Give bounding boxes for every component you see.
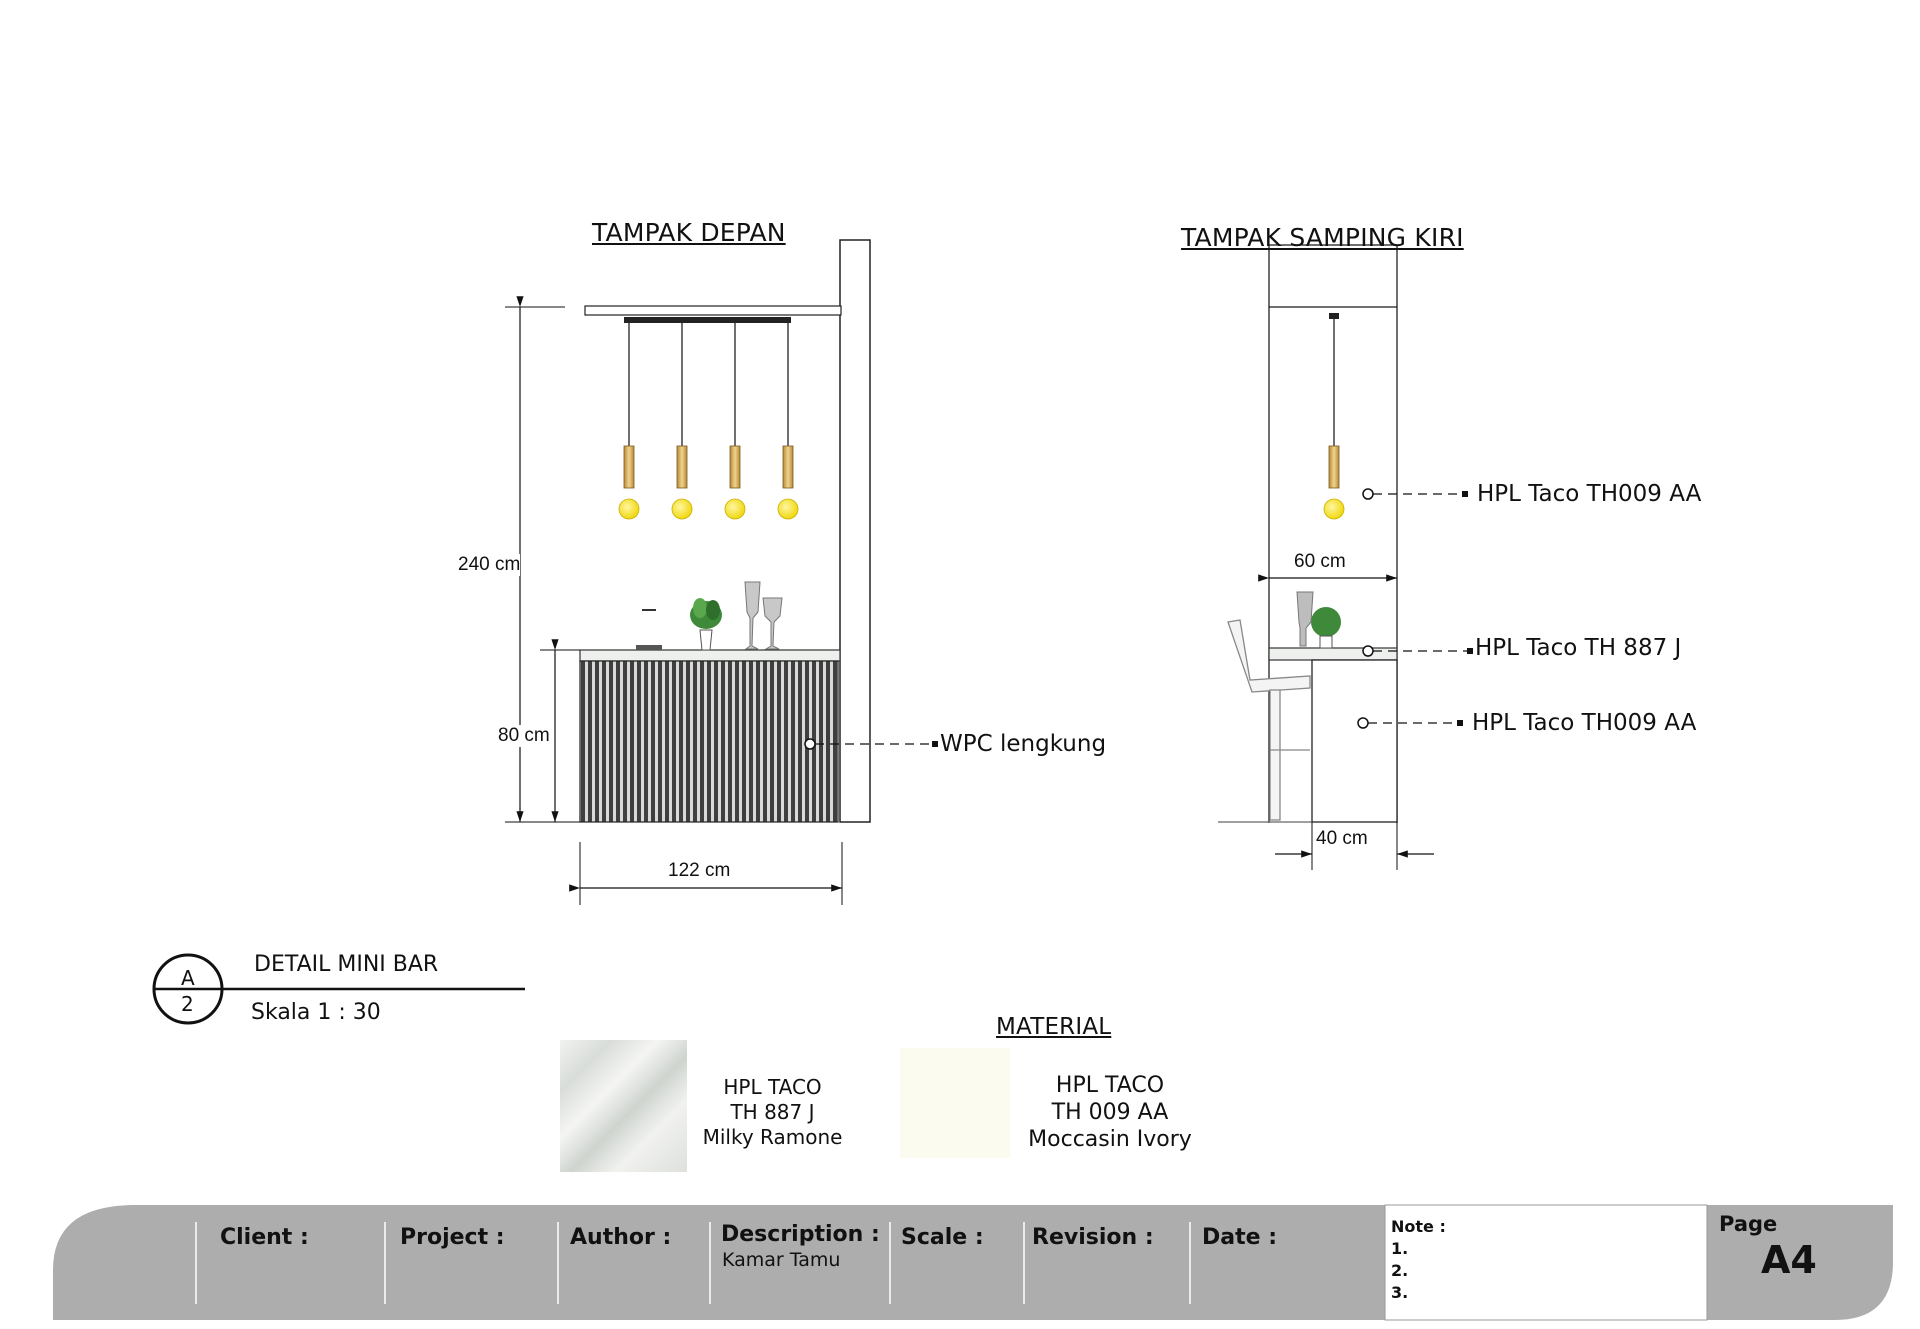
date-label: Date : (1202, 1225, 1278, 1250)
callout-hpl-3: HPL Taco TH009 AA (1472, 710, 1697, 736)
detail-tag-code-top: A (181, 966, 195, 990)
dim-depth-base: 40 cm (1316, 828, 1368, 849)
potted-plant (690, 598, 722, 650)
author-label: Author : (570, 1225, 672, 1250)
front-view-title: TAMPAK DEPAN (592, 218, 786, 247)
description-label: Description : (721, 1222, 880, 1247)
client-label: Client : (220, 1225, 309, 1250)
material-heading: MATERIAL (996, 1014, 1112, 1040)
pendant-lamp (619, 322, 639, 519)
callout-hpl-2: HPL Taco TH 887 J (1475, 635, 1682, 661)
note-item-1: 1. (1391, 1239, 1409, 1258)
note-section (1391, 1216, 1446, 1304)
material-item-1-line3: Milky Ramone (702, 1125, 843, 1149)
material-swatch-moccasin-ivory (900, 1048, 1010, 1158)
dim-height-total: 240 cm (458, 554, 521, 575)
material-item-1 (690, 1075, 855, 1150)
dim-width: 122 cm (668, 860, 731, 881)
note-label: Note : (1391, 1217, 1446, 1236)
ceiling-beam (585, 306, 841, 315)
detail-title: DETAIL MINI BAR (254, 952, 439, 977)
dim-height-counter: 80 cm (498, 725, 550, 746)
material-item-2 (1010, 1072, 1210, 1153)
counter-top (580, 650, 840, 661)
front-wall (840, 240, 870, 822)
pendant-lamp (778, 322, 798, 519)
wine-glasses (745, 582, 782, 649)
material-item-1-line1: HPL TACO (723, 1075, 822, 1099)
dim-depth-top: 60 cm (1294, 551, 1346, 572)
pendant-lamp (725, 322, 745, 519)
scale-label: Scale : (901, 1225, 984, 1250)
note-item-2: 2. (1391, 1261, 1409, 1280)
revision-label: Revision : (1032, 1225, 1154, 1250)
material-item-2-line1: HPL TACO (1055, 1073, 1165, 1098)
slat-cabinet (580, 661, 838, 822)
front-elevation (505, 240, 938, 905)
project-label: Project : (400, 1225, 505, 1250)
material-item-2-line3: Moccasin Ivory (1028, 1127, 1192, 1152)
detail-scale: Skala 1 : 30 (251, 1000, 381, 1025)
pendant-lamp (672, 322, 692, 519)
callout-hpl-1: HPL Taco TH009 AA (1477, 481, 1702, 507)
callout-wpc: WPC lengkung (940, 731, 1107, 757)
material-item-1-line2: TH 887 J (730, 1100, 815, 1124)
side-view-title: TAMPAK SAMPING KIRI (1181, 223, 1464, 252)
description-value: Kamar Tamu (722, 1249, 841, 1271)
note-item-3: 3. (1391, 1283, 1409, 1302)
page-number: A4 (1761, 1238, 1817, 1282)
material-swatch-milky-ramone (560, 1040, 687, 1172)
material-item-2-line2: TH 009 AA (1051, 1100, 1169, 1125)
detail-tag-code-bottom: 2 (181, 992, 194, 1016)
page-label: Page (1719, 1212, 1778, 1236)
lamp-track (624, 317, 791, 323)
pendant-lamps (619, 322, 798, 519)
